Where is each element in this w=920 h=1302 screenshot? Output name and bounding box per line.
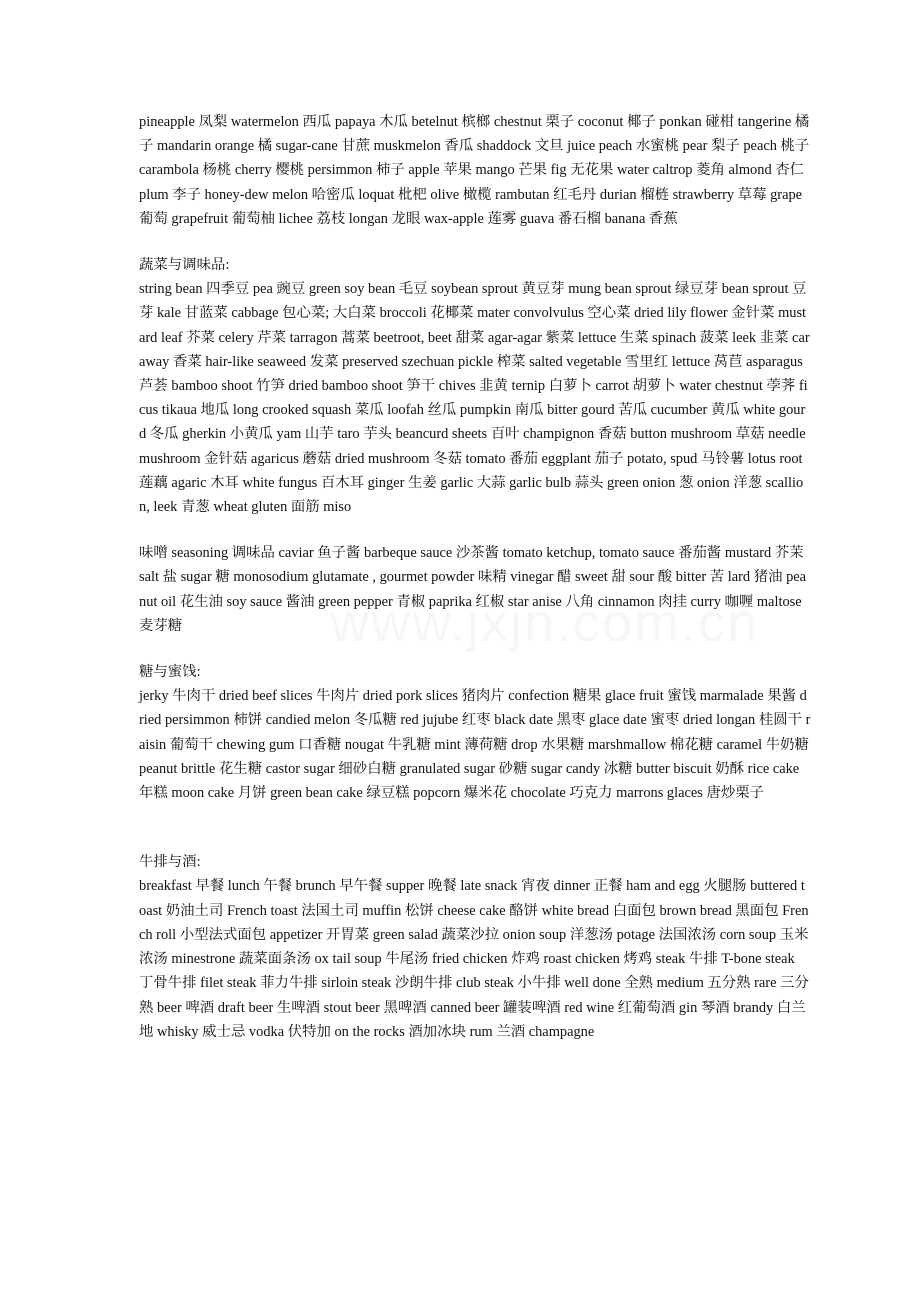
steak-heading: 牛排与酒: [139,854,201,871]
spacer [139,231,811,253]
sweets-paragraph: jerky 牛肉干 dried beef slices 牛肉片 dried pork slices 猪肉片 confection 糖果 glace fruit 蜜饯 marmalade 果酱 dried persimmon 柿饼 candied melon 冬瓜糖 red jujube 红枣 black date 黑枣 glace date 蜜枣 dried longan 桂圆干 raisin 葡萄干 chewing gum 口香糖 nougat 牛乳糖 mint 薄荷糖 drop 水果糖 marshmallow 棉花糖 caramel 牛奶糖 peanut brittle 花生糖 castor sugar 细砂白糖 granulated sugar 砂糖 sugar candy 冰糖 butter biscuit 奶酥 rice cake 年糕 moon cake 月饼 green bean cake 绿豆糕 popcorn 爆米花 chocolate 巧克力 marrons glaces 唐炒栗子 [139,688,811,802]
vegetables-paragraph: string bean 四季豆 pea 豌豆 green soy bean 毛豆 soybean sprout 黄豆芽 mung bean sprout 绿豆芽 bean sprout 豆芽 kale 甘蓝菜 cabbage 包心菜; 大白菜 broccoli 花椰菜 mater convolvulus 空心菜 dried lily flower 金针菜 mustard leaf 芥菜 celery 芹菜 tarragon 蒿菜 beetroot, beet 甜菜 agar-agar 紫菜 lettuce 生菜 spinach 菠菜 leek 韭菜 caraway 香菜 hair-like seaweed 发菜 preserved szechuan pickle 榨菜 salted vegetable 雪里红 lettuce 莴苣 asparagus 芦荟 bamboo shoot 竹笋 dried bamboo shoot 笋干 chives 韭黄 ternip 白萝卜 carrot 胡萝卜 water chestnut 荸荠 ficus tikaua 地瓜 long crooked squash 菜瓜 loofah 丝瓜 pumpkin 南瓜 bitter gourd 苦瓜 cucumber 黄瓜 white gourd 冬瓜 gherkin 小黄瓜 yam 山芋 taro 芋头 beancurd sheets 百叶 champignon 香菇 button mushroom 草菇 needle mushroom 金针菇 agaricus 蘑菇 dried mushroom 冬菇 tomato 番茄 eggplant 茄子 potato, spud 马铃薯 lotus root 莲藕 agaric 木耳 white fungus 百木耳 ginger 生姜 garlic 大蒜 garlic bulb 蒜头 green onion 葱 onion 洋葱 scallion, leek 青葱 wheat gluten 面筋 miso [139,281,810,516]
vegetables-heading: 蔬菜与调味品: [139,257,230,274]
seasoning-paragraph: 味噌 seasoning 调味品 caviar 鱼子酱 barbeque sauce 沙茶酱 tomato ketchup, tomato sauce 番茄酱 mustard 芥茉 salt 盐 sugar 糖 monosodium glutamate , gourmet powder 味精 vinegar 醋 sweet 甜 sour 酸 bitter 苦 lard 猪油 peanut oil 花生油 soy sauce 酱油 green pepper 青椒 paprika 红椒 star anise 八角 cinnamon 肉挂 curry 咖喱 maltose 麦芽糖 [139,545,807,634]
fruits-paragraph: pineapple 凤梨 watermelon 西瓜 papaya 木瓜 betelnut 槟榔 chestnut 栗子 coconut 椰子 ponkan 碰柑 tangerine 橘子 mandarin orange 橘 sugar-cane 甘蔗 muskmelon 香瓜 shaddock 文旦 juice peach 水蜜桃 pear 梨子 peach 桃子 carambola 杨桃 cherry 樱桃 persimmon 柿子 apple 苹果 mango 芒果 fig 无花果 water caltrop 菱角 almond 杏仁 plum 李子 honey-dew melon 哈密瓜 loquat 枇杷 olive 橄榄 rambutan 红毛丹 durian 榴梿 strawberry 草莓 grape 葡萄 grapefruit 葡萄柚 lichee 荔枝 longan 龙眼 wax-apple 莲雾 guava 番石榴 banana 香蕉 [139,114,810,227]
steak-paragraph: breakfast 早餐 lunch 午餐 brunch 早午餐 supper 晚餐 late snack 宵夜 dinner 正餐 ham and egg 火腿肠 buttered toast 奶油土司 French toast 法国土司 muffin 松饼 cheese cake 酪饼 white bread 白面包 brown bread 黑面包 French roll 小型法式面包 appetizer 开胃菜 green salad 蔬菜沙拉 onion soup 洋葱汤 potage 法国浓汤 corn soup 玉米浓汤 minestrone 蔬菜面条汤 ox tail soup 牛尾汤 fried chicken 炸鸡 roast chicken 烤鸡 steak 牛排 T-bone steak 丁骨牛排 filet steak 菲力牛排 sirloin steak 沙朗牛排 club steak 小牛排 well done 全熟 medium 五分熟 rare 三分熟 beer 啤酒 draft beer 生啤酒 stout beer 黑啤酒 canned beer 罐装啤酒 red wine 红葡萄酒 gin 琴酒 brandy 白兰地 whisky 威士忌 vodka 伏特加 on the rocks 酒加冰块 rum 兰酒 champagne [139,878,809,1040]
spacer [139,638,811,660]
spacer [139,519,811,541]
document-page [139,110,811,1044]
sweets-heading: 糖与蜜饯: [139,664,201,681]
spacer [139,805,811,850]
